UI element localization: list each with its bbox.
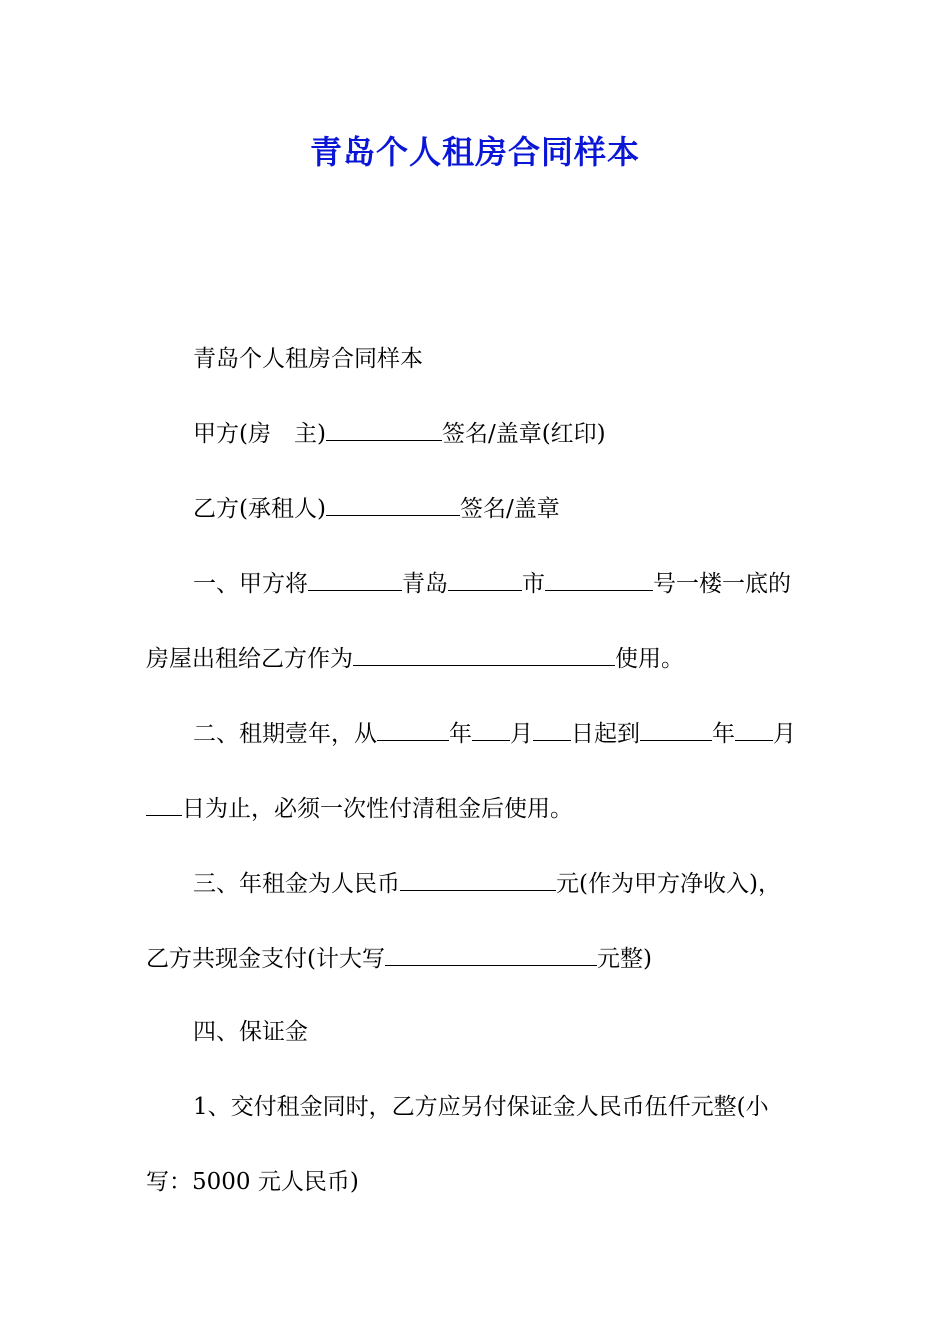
clause-1-text-5: 房屋出租给乙方作为 [146,646,353,672]
clause-2-blank-5 [735,718,773,741]
clause-1-blank-3 [545,568,653,591]
clause-2-text-4: 日起到 [571,721,640,747]
clause-4-heading-text: 四、保证金 [193,1019,308,1045]
clause-2-line-1 [193,718,796,750]
clause-1-blank-1 [308,568,402,591]
clause-4-item-1-text-2: 写：5000 元人民币) [146,1169,359,1195]
clause-2-text-5: 年 [712,721,735,747]
party-a-line [193,418,606,450]
clause-4-item-1-text-1: 1、交付租金同时，乙方应另付保证金人民币伍仟元整(小 [193,1094,769,1120]
clause-3-line-2 [146,943,652,975]
clause-3-line-1 [193,868,781,900]
clause-1-line-2 [146,643,684,675]
clause-1-text-1: 一、甲方将 [193,571,308,597]
clause-4-item-1-line-1 [193,1091,769,1123]
clause-2-blank-3 [533,718,571,741]
party-a-signature-label: 签名/盖章(红印) [441,421,606,447]
clause-3-blank-1 [400,868,556,891]
clause-2-blank-4 [640,718,712,741]
clause-1-text-6: 使用。 [615,646,684,672]
clause-3-text-1: 三、年租金为人民币 [193,871,400,897]
clause-1-blank-4 [353,643,615,666]
clause-3-text-4: 元整) [596,946,652,972]
clause-1-text-2: 青岛 [402,571,448,597]
clause-1-text-4: 号一楼一底的 [653,571,791,597]
party-b-signature-label: 签名/盖章 [459,496,560,522]
party-b-blank [326,493,460,516]
clause-2-blank-2 [472,718,510,741]
clause-1-blank-2 [448,568,522,591]
document-title: 青岛个人租房合同样本 [309,133,640,171]
clause-3-text-2: 元(作为甲方净收入)， [556,871,781,897]
clause-2-blank-6 [146,793,182,816]
subtitle-text: 青岛个人租房合同样本 [193,346,423,372]
clause-4-heading [193,1016,308,1048]
clause-2-text-1: 二、租期壹年，从 [193,721,377,747]
clause-2-text-3: 月 [510,721,533,747]
clause-2-blank-1 [377,718,449,741]
clause-2-text-2: 年 [449,721,472,747]
clause-2-text-7: 日为止，必须一次性付清租金后使用。 [182,796,573,822]
clause-2-text-6: 月 [773,721,796,747]
clause-1-line-1 [193,568,791,600]
clause-3-text-3: 乙方共现金支付(计大写 [146,946,385,972]
clause-2-line-2 [146,793,573,825]
document-subtitle [193,343,423,375]
clause-3-blank-2 [385,943,597,966]
party-b-label: 乙方(承租人) [193,496,326,522]
party-a-label: 甲方(房 主) [193,421,326,447]
clause-1-text-3: 市 [522,571,545,597]
party-b-line [193,493,560,525]
clause-4-item-1-line-2 [146,1166,359,1198]
party-a-blank [326,418,442,441]
